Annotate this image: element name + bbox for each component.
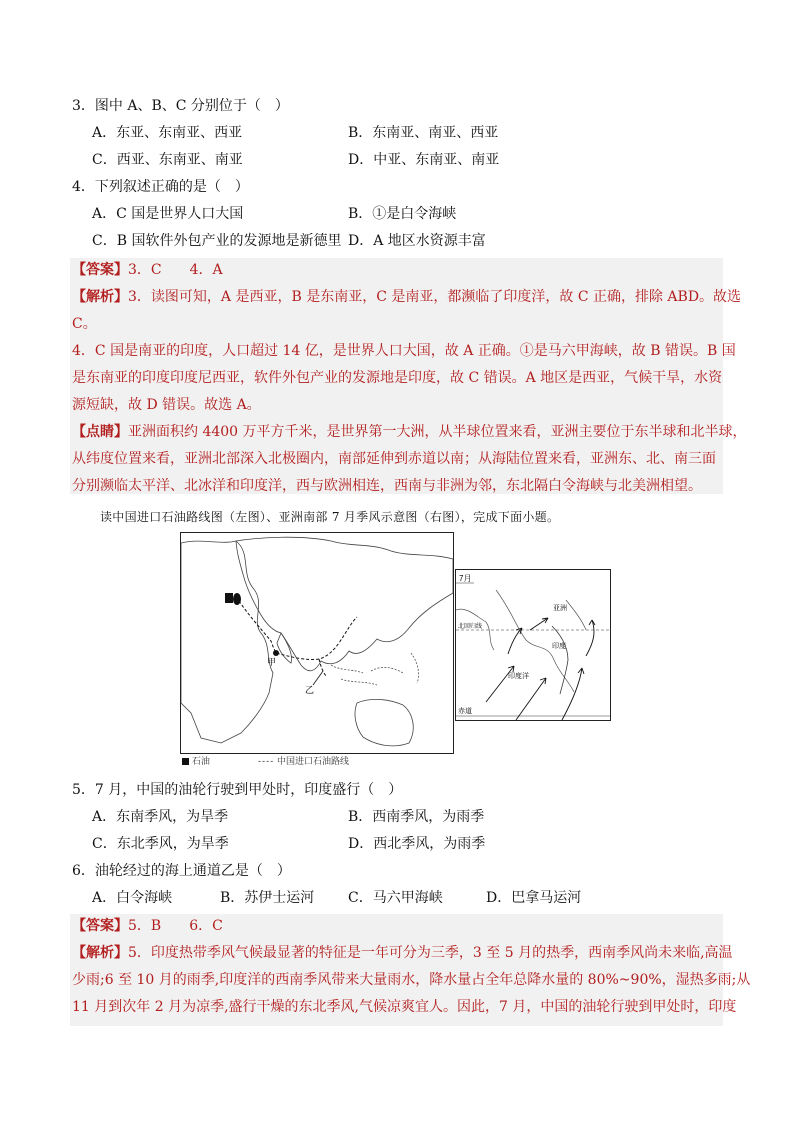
q3-option-d: D．中亚、东南亚、南亚: [348, 152, 500, 168]
equator-label: 赤道: [458, 708, 472, 715]
legend-oil-label: 石油: [191, 757, 210, 767]
oil-route-line: [239, 601, 357, 660]
answer-2-text: 5．B 6．C: [128, 918, 223, 934]
archipelago-outline: [331, 653, 419, 685]
monsoon-arrow-1: [486, 666, 514, 702]
q5-option-d: D．西北季风，为雨季: [348, 836, 486, 852]
analysis-1-line-2: C。: [72, 316, 97, 332]
q6-option-d: D．巴拿马运河: [486, 890, 582, 906]
label-jia: 甲: [267, 657, 277, 667]
monsoon-arrow-4: [530, 618, 548, 630]
q6-option-a: A．白令海峡: [92, 890, 173, 906]
q3-option-c: C．西亚、东南亚、南亚: [92, 152, 243, 168]
monsoon-arrow-5: [586, 620, 594, 656]
analysis-1-line-4: 是东南亚的印度印度尼西亚，软件外包产业的发源地是印度，故 C 错误。A 地区是西亚，气候干旱，水资: [72, 370, 723, 386]
answer-1-tag: 【答案】: [72, 262, 128, 278]
monsoon-map: [455, 569, 611, 721]
oil-source-marker-1: [225, 593, 233, 603]
oil-route-map-svg: [181, 533, 453, 753]
q6-option-b: B．苏伊士运河: [220, 890, 315, 906]
monsoon-arrow-2: [516, 678, 546, 720]
answer-2-tag: 【答案】: [72, 918, 128, 934]
india-label: 印度: [552, 643, 566, 650]
q5-option-b: B．西南季风，为雨季: [348, 809, 485, 825]
q3-option-b: B．东南亚、南亚、西亚: [348, 125, 499, 141]
q4-option-a: A．C 国是世界人口大国: [92, 206, 244, 222]
answer-1: [72, 260, 223, 280]
monsoon-map-svg: [456, 570, 610, 720]
analysis-2-line-1: [72, 943, 733, 963]
australia-outline: [355, 699, 413, 746]
point-jia-marker: [273, 650, 279, 656]
monsoon-arrow-6: [508, 628, 522, 654]
point-1-line-2: 从纬度位置来看，亚洲北部深入北极圈内，南部延伸到赤道以南；从海陆位置来看，亚洲东、北、南三面: [72, 451, 716, 467]
legend-route: [258, 754, 349, 767]
india-outline: [277, 633, 292, 663]
oil-route-map: [180, 532, 454, 754]
analysis-2-tag: 【解析】: [72, 945, 128, 961]
asia-outline: [236, 537, 453, 671]
analysis-2-line-2: 少雨;6 至 10 月的雨季,印度洋的西南季风带来大量雨水，降水量占全年总降水量的 80%~90%，湿热多雨;从: [72, 972, 751, 988]
figure-caption: 读中国进口石油路线图（左图）、亚洲南部 7 月季风示意图（右图），完成下面小题。: [100, 510, 560, 524]
legend-oil-swatch: [182, 758, 189, 765]
africa-arabia-outline: [181, 541, 273, 743]
q5-option-a: A．东南季风，为旱季: [92, 809, 229, 825]
q4-option-d: D．A 地区水资源丰富: [348, 233, 486, 249]
q5-option-c: C．东北季风，为旱季: [92, 836, 229, 852]
analysis-1-tag: 【解析】: [72, 289, 128, 305]
indian-ocean-label: 印度洋: [508, 673, 529, 680]
india-coast: [552, 626, 568, 694]
point-1-text-1: 亚洲面积约 4400 万平方千米，是世界第一大洲，从半球位置来看，亚洲主要位于东半球和北半球，: [128, 424, 747, 440]
q4-option-c: C．B 国软件外包产业的发源地是新德里: [92, 233, 342, 249]
q5-stem: 5．7 月，中国的油轮行驶到甲处时，印度盛行（ ）: [72, 782, 403, 798]
oil-source-marker-2: [233, 593, 241, 605]
analysis-2-line-3: 11 月到次年 2 月为凉季,盛行干燥的东北季风,气候凉爽宜人。因此，7 月，中国的油轮行驶到甲处时，印度: [72, 999, 737, 1015]
answer-2: [72, 916, 223, 936]
label-yi-leader: [313, 671, 323, 685]
tropic-label: 北回归线: [458, 624, 483, 630]
q6-stem: 6．油轮经过的海上通道乙是（ ）: [72, 863, 291, 879]
analysis-1-text-1: 3．读图可知，A 是西亚，B 是东南亚，C 是南亚，都濒临了印度洋，故 C 正确，排除 ABD。故选: [128, 289, 742, 305]
point-1-line-1: [72, 422, 747, 442]
answer-1-text: 3．C 4．A: [128, 262, 223, 278]
point-1-line-3: 分别濒临太平洋、北冰洋和印度洋，西与欧洲相连，西南与非洲为邻，东北隔白令海峡与北美洲相望。: [72, 478, 702, 494]
month-label: 7月: [459, 574, 472, 583]
analysis-1-line-5: 源短缺，故 D 错误。故选 A。: [72, 397, 261, 413]
legend-oil: [182, 754, 210, 767]
point-1-tag: 【点睛】: [72, 424, 128, 440]
analysis-1-line-1: [72, 287, 741, 307]
q3-option-a: A．东亚、东南亚、西亚: [92, 125, 243, 141]
label-yi: 乙: [305, 685, 315, 695]
legend-route-label: 中国进口石油路线: [277, 757, 350, 767]
q4-option-b: B．①是白令海峡: [348, 206, 457, 222]
asia-label: 亚洲: [553, 605, 567, 612]
monsoon-arrows: [486, 618, 595, 720]
q4-stem: 4．下列叙述正确的是（ ）: [72, 179, 249, 195]
q6-option-c: C．马六甲海峡: [348, 890, 443, 906]
monsoon-arrow-5-head: [589, 620, 595, 625]
q3-stem: 3．图中 A、B、C 分别位于（ ）: [72, 98, 289, 114]
legend-route-swatch: ----: [258, 757, 275, 767]
analysis-1-line-3: 4．C 国是南亚的印度，人口超过 14 亿，是世界人口大国，故 A 正确。①是马六甲海峡，故 B 错误。B 国: [72, 343, 736, 359]
analysis-2-text-1: 5．印度热带季风气候最显著的特征是一年可分为三季，3 至 5 月的热季，西南季风尚未来临,高温: [128, 945, 733, 961]
